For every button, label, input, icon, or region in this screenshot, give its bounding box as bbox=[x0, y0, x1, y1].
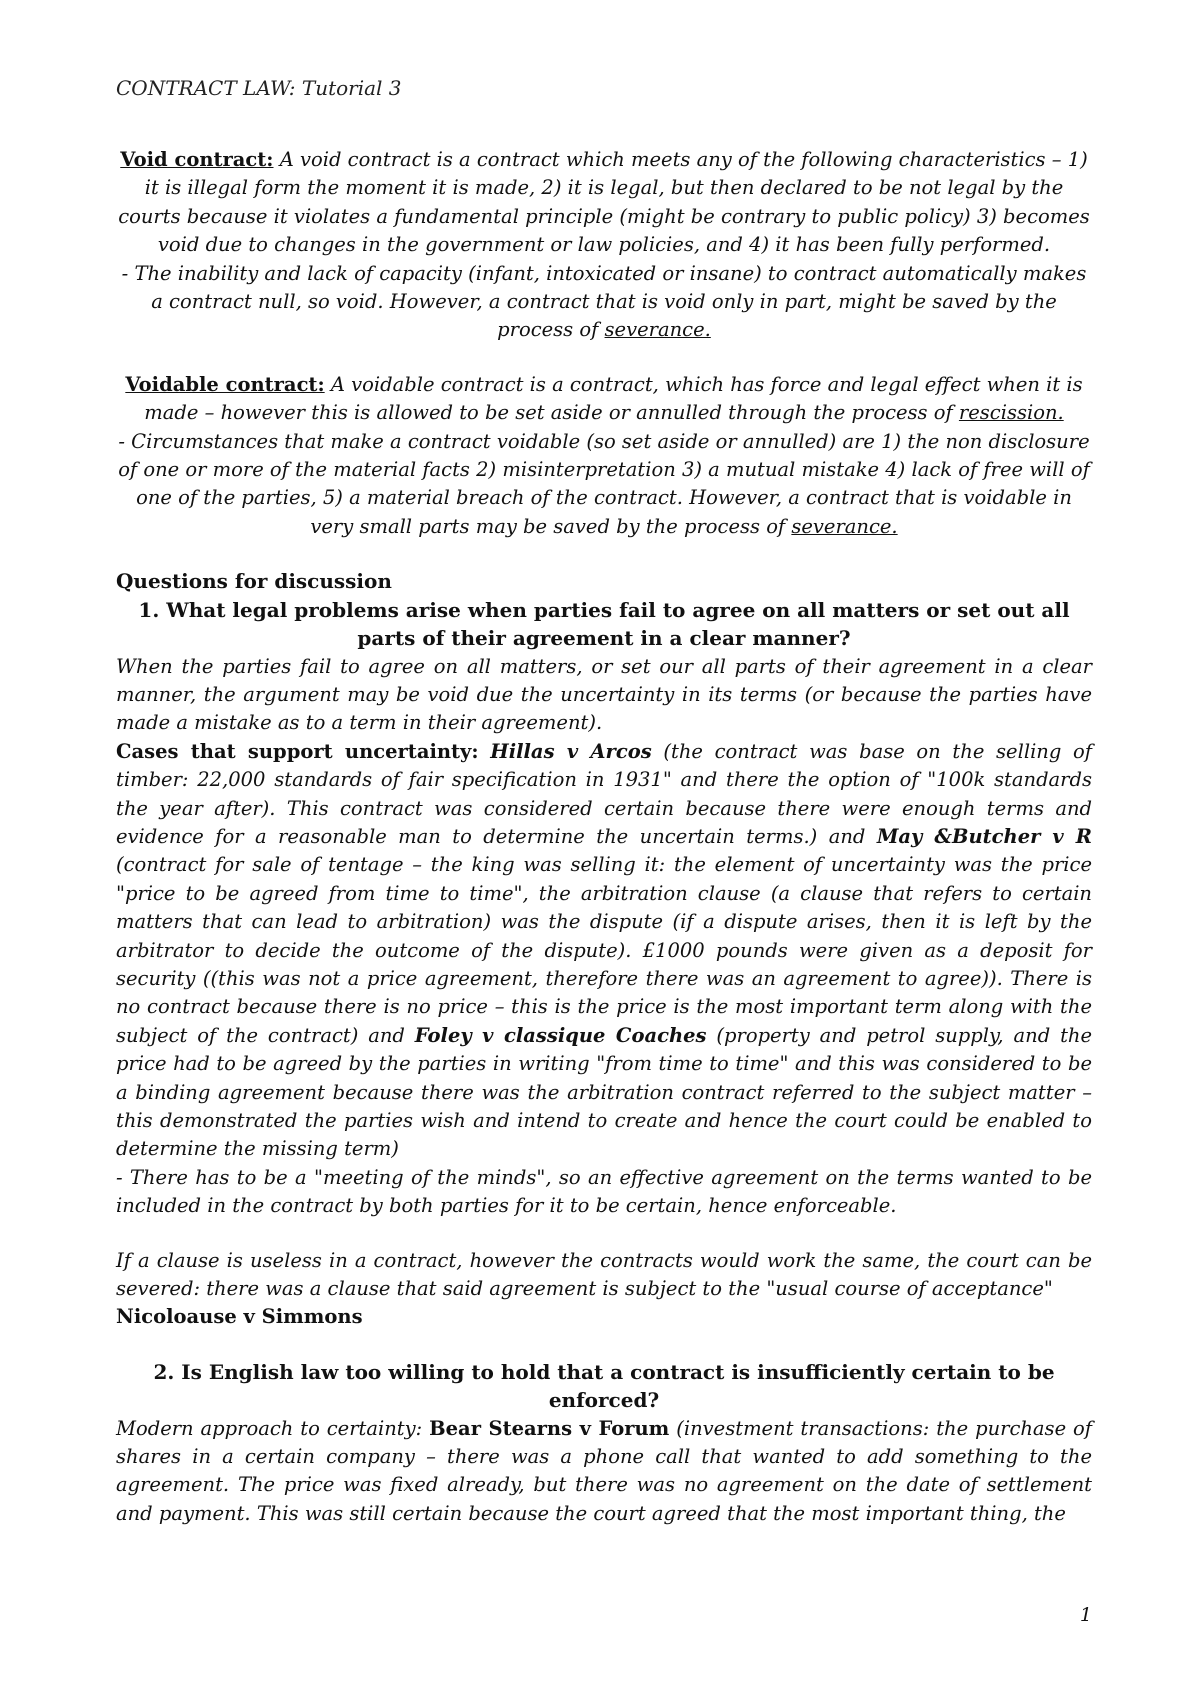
void-contract-note bbox=[116, 260, 1092, 345]
page-header: CONTRACT LAW: Tutorial 3 bbox=[116, 76, 402, 100]
case-hillas-text: (the contract was base on the selling of timber: 22,000 standards of fair specification in 1931" and there the option of "100k standards the year after). This contract was considered certain because there were enough terms and evidence for a reasonable man to determine the uncertain terms.) and bbox=[116, 739, 1092, 848]
voidable-note-text: - Circumstances that make a contract voidable (so set aside or annulled) are 1) the non disclosure of one or more of the material facts 2) misinterpretation 3) a mutual mistake 4) lack of free will of one of the parties, 5) a material breach of the contract. However, a contract that is voidable in very small parts may be saved by the process of bbox=[118, 429, 1090, 538]
page-number: 1 bbox=[1079, 1604, 1092, 1626]
uncertainty-cases-paragraph bbox=[116, 738, 1092, 1164]
case-nicoloause-v-simmons: Nicoloause v Simmons bbox=[116, 1305, 363, 1329]
case-bear-stearns-v-forum: Bear Stearns v Forum bbox=[429, 1416, 670, 1440]
question-2-answer bbox=[116, 1415, 1092, 1529]
spacer bbox=[116, 1332, 1092, 1358]
voidable-contract-paragraph bbox=[116, 371, 1092, 428]
voidable-severance-link: severance. bbox=[791, 514, 898, 538]
void-contract-definition: A void contract is a contract which meets any of the following characteristics – 1) it is illegal form the moment it is made, 2) it is legal, but then declared to be not legal by the courts because it violates a fundamental principle (might be contrary to public policy) 3) becomes void due to changes in the government or law policies, and 4) it has been fully performed. bbox=[118, 148, 1090, 257]
spacer bbox=[116, 345, 1092, 371]
question-2: 2. Is English law too willing to hold that a contract is insufficiently certain to be enforced? bbox=[153, 1359, 1055, 1413]
case-may-butcher-v-r: May &Butcher v R bbox=[876, 824, 1092, 848]
case-bear-stearns-text: (investment transactions: the purchase of shares in a certain company – there was a phone call that wanted to add something to the agreement. The price was fixed already, but there was no agreement on the date of settlement and payment. This was still certain because the court agreed that the most important thing, the bbox=[116, 1416, 1092, 1525]
void-note-text: - The inability and lack of capacity (infant, intoxicated or insane) to contract automatically makes a contract null, so void. However, a contract that is void only in part, might be saved by the process of bbox=[121, 261, 1087, 342]
voidable-contract-note bbox=[116, 428, 1092, 542]
voidable-contract-definition: A voidable contract is a contract, which has force and legal effect when it is made – however this is allowed to be set aside or annulled through the process of bbox=[144, 372, 1083, 425]
cases-label: Cases that support uncertainty: bbox=[116, 739, 479, 763]
question-1: 1. What legal problems arise when parties fail to agree on all matters or set out all parts of their agreement in a clear manner? bbox=[138, 597, 1070, 651]
question-1-answer: When the parties fail to agree on all matters, or set our all parts of their agreement in a clear manner, the argument may be void due the uncertainty in its terms (or because the parties have made a mistake as to a term in their agreement). bbox=[116, 654, 1092, 735]
document-body bbox=[116, 146, 1092, 1528]
severance-paragraph bbox=[116, 1247, 1092, 1332]
spacer bbox=[116, 541, 1092, 567]
void-severance-link: severance. bbox=[604, 318, 711, 342]
voidable-contract-heading: Voidable contract: bbox=[125, 372, 325, 396]
case-foley-text: (property and petrol supply, and the price had to be agreed by the parties in writing "from time to time" and this was considered to be a binding agreement because there was the arbitration contract referred to the subject matter – this demonstrated the parties wish and intend to create and hence the court could be enabled to determine the missing term) bbox=[116, 1023, 1093, 1161]
spacer bbox=[116, 1221, 1092, 1247]
voidable-rescission-link: rescission. bbox=[958, 401, 1064, 425]
case-foley-v-classique: Foley v classique Coaches bbox=[414, 1023, 707, 1047]
meeting-of-minds-note: - There has to be a "meeting of the minds", so an effective agreement on the terms wanted to be included in the contract by both parties for it to be certain, hence enforceable. bbox=[116, 1165, 1092, 1218]
void-contract-heading: Void contract: bbox=[120, 148, 274, 171]
void-contract-paragraph bbox=[116, 146, 1092, 260]
discussion-heading: Questions for discussion bbox=[116, 569, 392, 594]
severance-text: If a clause is useless in a contract, however the contracts would work the same, the court can be severed: there was a clause that said agreement is subject to the "usual course of acceptance" bbox=[116, 1248, 1092, 1301]
case-may-butcher-text: (contract for sale of tentage – the king was selling it: the element of uncertainty was the price "price to be agreed from time to time", the arbitration clause (a clause that refers to certain matters that can lead to arbitration) was the dispute (if a dispute arises, then it is left by the arbitrator to decide the outcome of the dispute). £1000 pounds were given as a deposit for security ((this was not a price agreement, therefore there was an agreement to agree)). There is no contract because there is no price – this is the price is the most important term along with the subject of the contract) and bbox=[116, 853, 1092, 1047]
modern-approach-lead: Modern approach to certainty: bbox=[116, 1416, 430, 1440]
case-hillas-v-arcos: Hillas v Arcos bbox=[490, 739, 652, 763]
